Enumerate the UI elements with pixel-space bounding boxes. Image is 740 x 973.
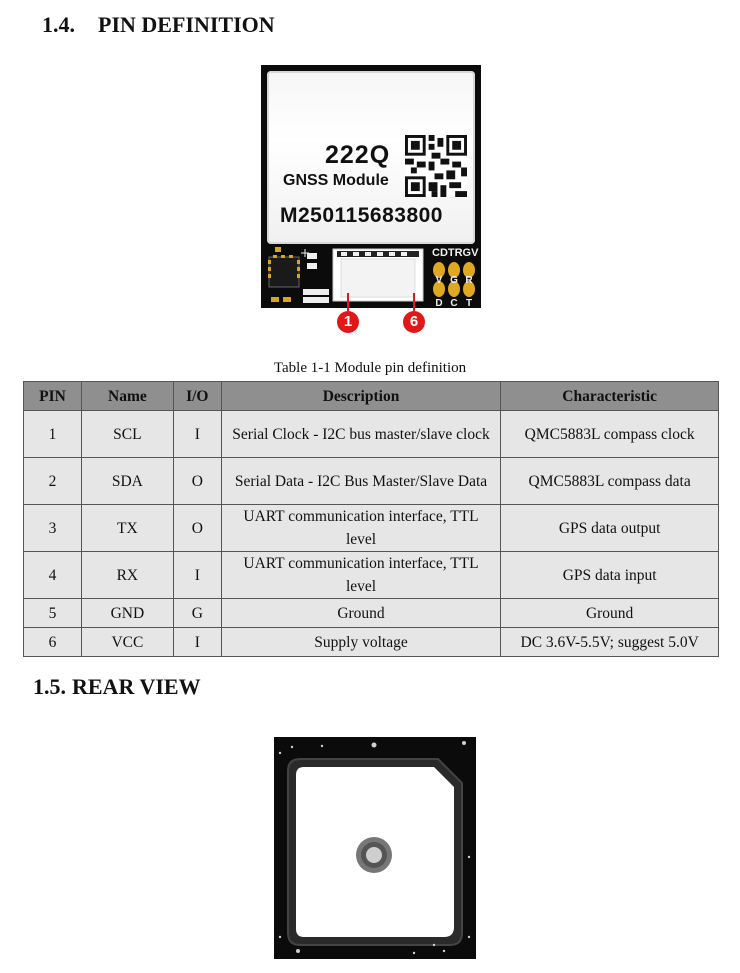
pin-label: C xyxy=(450,298,458,308)
section-number: 1.5. xyxy=(33,674,66,699)
pin-definition-table xyxy=(23,381,719,657)
io-cell: I xyxy=(173,552,221,599)
name-cell: SCL xyxy=(81,411,173,458)
module-rear-image xyxy=(274,737,476,959)
description-cell: Serial Clock - I2C bus master/slave clock xyxy=(221,411,501,458)
pin-label: V xyxy=(435,275,443,286)
module-name: 222Q xyxy=(325,141,391,169)
pin-cell: 4 xyxy=(24,552,82,599)
pin-1-marker: 1 xyxy=(337,311,359,333)
table-row xyxy=(24,458,719,505)
table-row xyxy=(24,628,719,657)
column-header: Description xyxy=(221,382,501,411)
qr-code-icon xyxy=(405,135,467,197)
pin-6-pointer xyxy=(413,293,415,311)
io-cell: I xyxy=(173,411,221,458)
description-cell: Ground xyxy=(221,599,501,628)
pin-cell: 2 xyxy=(24,458,82,505)
name-cell: GND xyxy=(81,599,173,628)
description-cell: UART communication interface, TTL level xyxy=(221,505,501,552)
name-cell: SDA xyxy=(81,458,173,505)
characteristic-cell: DC 3.6V-5.5V; suggest 5.0V xyxy=(501,628,719,657)
pin-cell: 1 xyxy=(24,411,82,458)
characteristic-cell: GPS data input xyxy=(501,552,719,599)
module-type: GNSS Module xyxy=(283,172,389,189)
column-header: PIN xyxy=(24,382,82,411)
pin-cell: 3 xyxy=(24,505,82,552)
pin-label: R xyxy=(465,275,473,286)
description-cell: UART communication interface, TTL level xyxy=(221,552,501,599)
pin-labels-top: CDTRGV xyxy=(432,247,479,259)
table-row xyxy=(24,411,719,458)
section-heading-rear-view xyxy=(33,674,201,700)
section-title: PIN DEFINITION xyxy=(98,12,275,37)
description-cell: Serial Data - I2C Bus Master/Slave Data xyxy=(221,458,501,505)
module-serial: M250115683800 xyxy=(280,204,443,227)
name-cell: VCC xyxy=(81,628,173,657)
name-cell: TX xyxy=(81,505,173,552)
table-row xyxy=(24,552,719,599)
characteristic-cell: QMC5883L compass clock xyxy=(501,411,719,458)
description-cell: Supply voltage xyxy=(221,628,501,657)
table-row xyxy=(24,599,719,628)
characteristic-cell: QMC5883L compass data xyxy=(501,458,719,505)
pin-cell: 6 xyxy=(24,628,82,657)
section-number: 1.4. xyxy=(42,12,75,37)
io-cell: O xyxy=(173,505,221,552)
column-header: Name xyxy=(81,382,173,411)
module-shield xyxy=(267,71,475,244)
column-header: I/O xyxy=(173,382,221,411)
io-cell: G xyxy=(173,599,221,628)
section-title: REAR VIEW xyxy=(72,674,201,699)
io-cell: I xyxy=(173,628,221,657)
pin-label: T xyxy=(465,298,473,308)
section-heading-pin-definition xyxy=(42,12,275,38)
column-header: Characteristic xyxy=(501,382,719,411)
table-header-row xyxy=(24,382,719,411)
characteristic-cell: GPS data output xyxy=(501,505,719,552)
module-front-image xyxy=(261,65,481,330)
pin-cell: 5 xyxy=(24,599,82,628)
name-cell: RX xyxy=(81,552,173,599)
table-caption: Table 1-1 Module pin definition xyxy=(273,360,467,376)
io-cell: O xyxy=(173,458,221,505)
pin-1-pointer xyxy=(347,293,349,311)
pcb-connector-area xyxy=(261,245,481,308)
table-row xyxy=(24,505,719,552)
characteristic-cell: Ground xyxy=(501,599,719,628)
pin-6-marker: 6 xyxy=(403,311,425,333)
pin-label: G xyxy=(450,275,458,286)
pin-label: D xyxy=(435,298,443,308)
